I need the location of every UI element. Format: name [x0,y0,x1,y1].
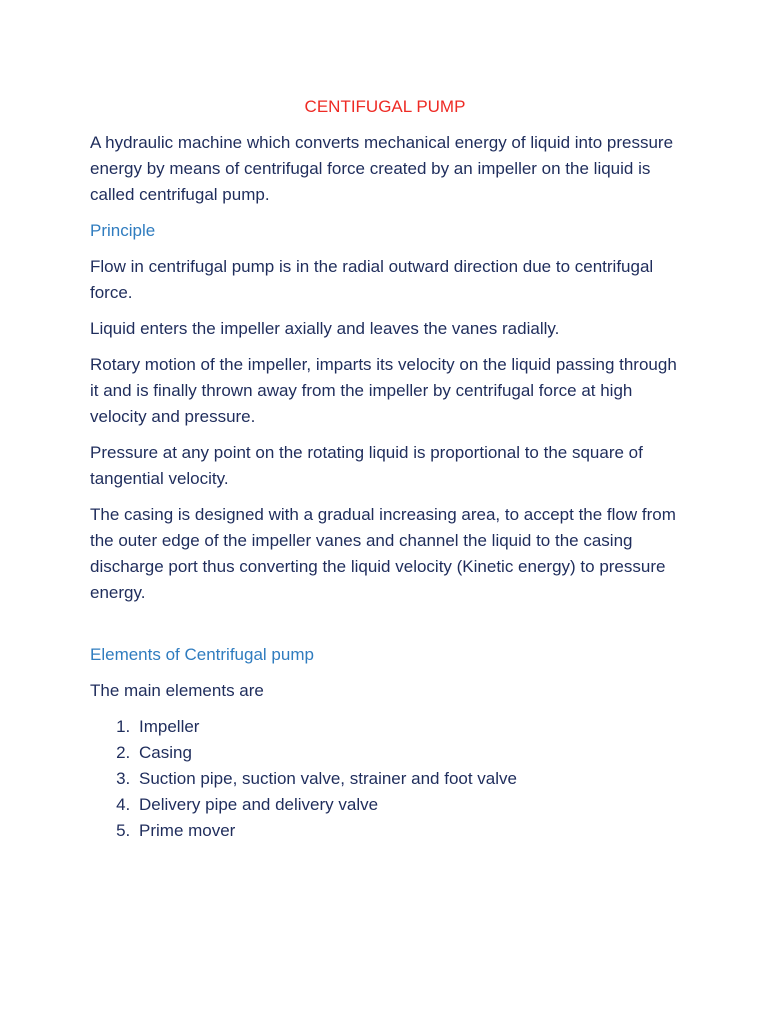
elements-heading: Elements of Centrifugal pump [90,645,314,664]
principle-heading: Principle [90,221,156,240]
principle-paragraph-3: Rotary motion of the impeller, imparts its velocity on the liquid passing through it and is finally thrown away from the impeller by centrifugal force at high velocity and pressure. [90,355,677,426]
list-item: 4. Delivery pipe and delivery valve [135,792,680,818]
intro-paragraph: A hydraulic machine which converts mechanical energy of liquid into pressure energy by means of centrifugal force created by an impeller on the liquid is called centrifugal pump. [90,133,674,204]
list-item: 3. Suction pipe, suction valve, strainer and foot valve [135,766,680,792]
list-item: 5. Prime mover [135,818,680,844]
document-content [90,94,680,844]
list-item: 2. Casing [135,740,680,766]
principle-paragraph-5: The casing is designed with a gradual increasing area, to accept the flow from the outer edge of the impeller vanes and channel the liquid to the casing discharge port thus converting the liquid velocity (Kinetic energy) to pressure energy. [90,505,676,602]
principle-paragraph-2: Liquid enters the impeller axially and leaves the vanes radially. [90,319,560,338]
list-item: 1. Impeller [135,714,680,740]
principle-paragraph-4: Pressure at any point on the rotating liquid is proportional to the square of tangential velocity. [90,443,643,488]
elements-list [90,714,680,844]
elements-intro: The main elements are [90,681,264,700]
principle-paragraph-1: Flow in centrifugal pump is in the radial outward direction due to centrifugal force. [90,257,654,302]
document-title: CENTIFUGAL PUMP [304,97,466,116]
